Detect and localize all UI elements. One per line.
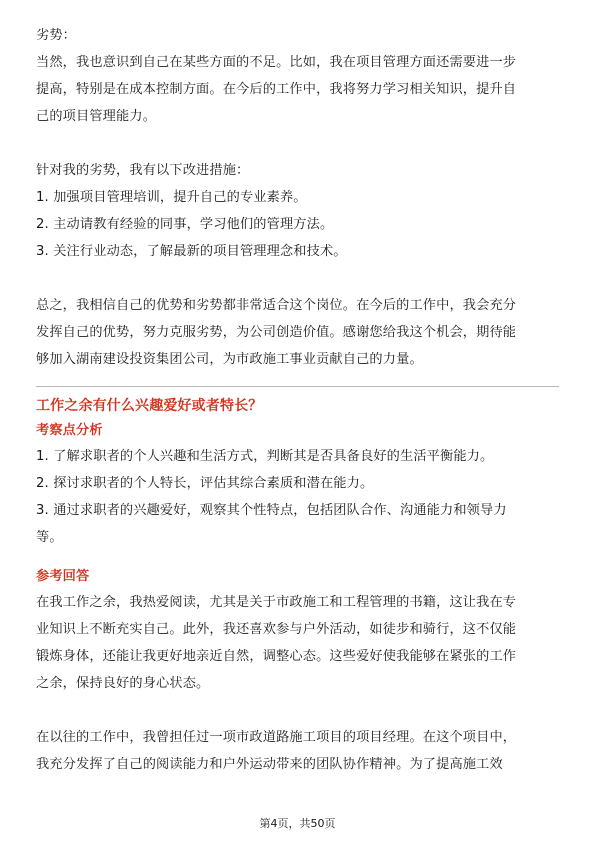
page-number: 第4页，共50页 — [259, 817, 336, 830]
section-spacer — [36, 551, 559, 565]
improvement-intro: 针对我的劣势，我有以下改进措施： — [36, 163, 250, 178]
improvement-item: 3. 关注行业动态，了解最新的项目管理理念和技术。 — [36, 244, 347, 259]
paragraph-spacer — [36, 130, 559, 157]
analysis-item: 1. 了解求职者的个人兴趣和生活方式，判断其是否具备良好的生活平衡能力。 — [36, 449, 494, 464]
weakness-line: 提高，特别是在成本控制方面。在今后的工作中，我将努力学习相关知识，提升自 — [36, 82, 517, 97]
page-content — [36, 22, 559, 778]
improvement-item: 2. 主动请教有经验的同事，学习他们的管理方法。 — [36, 217, 334, 232]
analysis-label: 考察点分析 — [36, 423, 103, 438]
conclusion-line: 够加入湖南建设投资集团公司，为市政施工事业贡献自己的力量。 — [36, 352, 423, 367]
section-divider — [36, 386, 559, 387]
answer-line: 我充分发挥了自己的阅读能力和户外运动带来的团队协作精神。为了提高施工效 — [36, 757, 503, 772]
weakness-line: 己的项目管理能力。 — [36, 109, 157, 124]
weakness-line: 当然，我也意识到自己在某些方面的不足。比如，我在项目管理方面还需要进一步 — [36, 55, 517, 70]
paragraph-spacer — [36, 697, 559, 724]
answer-line: 在我工作之余，我热爱阅读，尤其是关于市政施工和工程管理的书籍，这让我在专 — [36, 595, 517, 610]
answer-line: 在以往的工作中，我曾担任过一项市政道路施工项目的项目经理。在这个项目中， — [36, 730, 517, 745]
improvement-item: 1. 加强项目管理培训，提升自己的专业素养。 — [36, 190, 307, 205]
answer-label: 参考回答 — [36, 569, 90, 584]
paragraph-spacer — [36, 265, 559, 292]
analysis-item: 2. 探讨求职者的个人特长，评估其综合素质和潜在能力。 — [36, 476, 374, 491]
weakness-heading: 劣势： — [36, 28, 77, 43]
answer-line: 锻炼身体，还能让我更好地亲近自然，调整心态。这些爱好使我能够在紧张的工作 — [36, 649, 517, 664]
answer-line: 业知识上不断充实自己。此外，我还喜欢参与户外活动，如徒步和骑行，这不仅能 — [36, 622, 517, 637]
analysis-item: 3. 通过求职者的兴趣爱好，观察其个性特点，包括团队合作、沟通能力和领导力 — [36, 503, 507, 518]
conclusion-line: 总之，我相信自己的优势和劣势都非常适合这个岗位。在今后的工作中，我会充分 — [36, 298, 517, 313]
answer-line: 之余，保持良好的身心状态。 — [36, 676, 210, 691]
question-title: 工作之余有什么兴趣爱好或者特长？ — [36, 398, 263, 414]
analysis-item: 等。 — [36, 530, 63, 545]
conclusion-line: 发挥自己的优势，努力克服劣势，为公司创造价值。感谢您给我这个机会，期待能 — [36, 325, 517, 340]
